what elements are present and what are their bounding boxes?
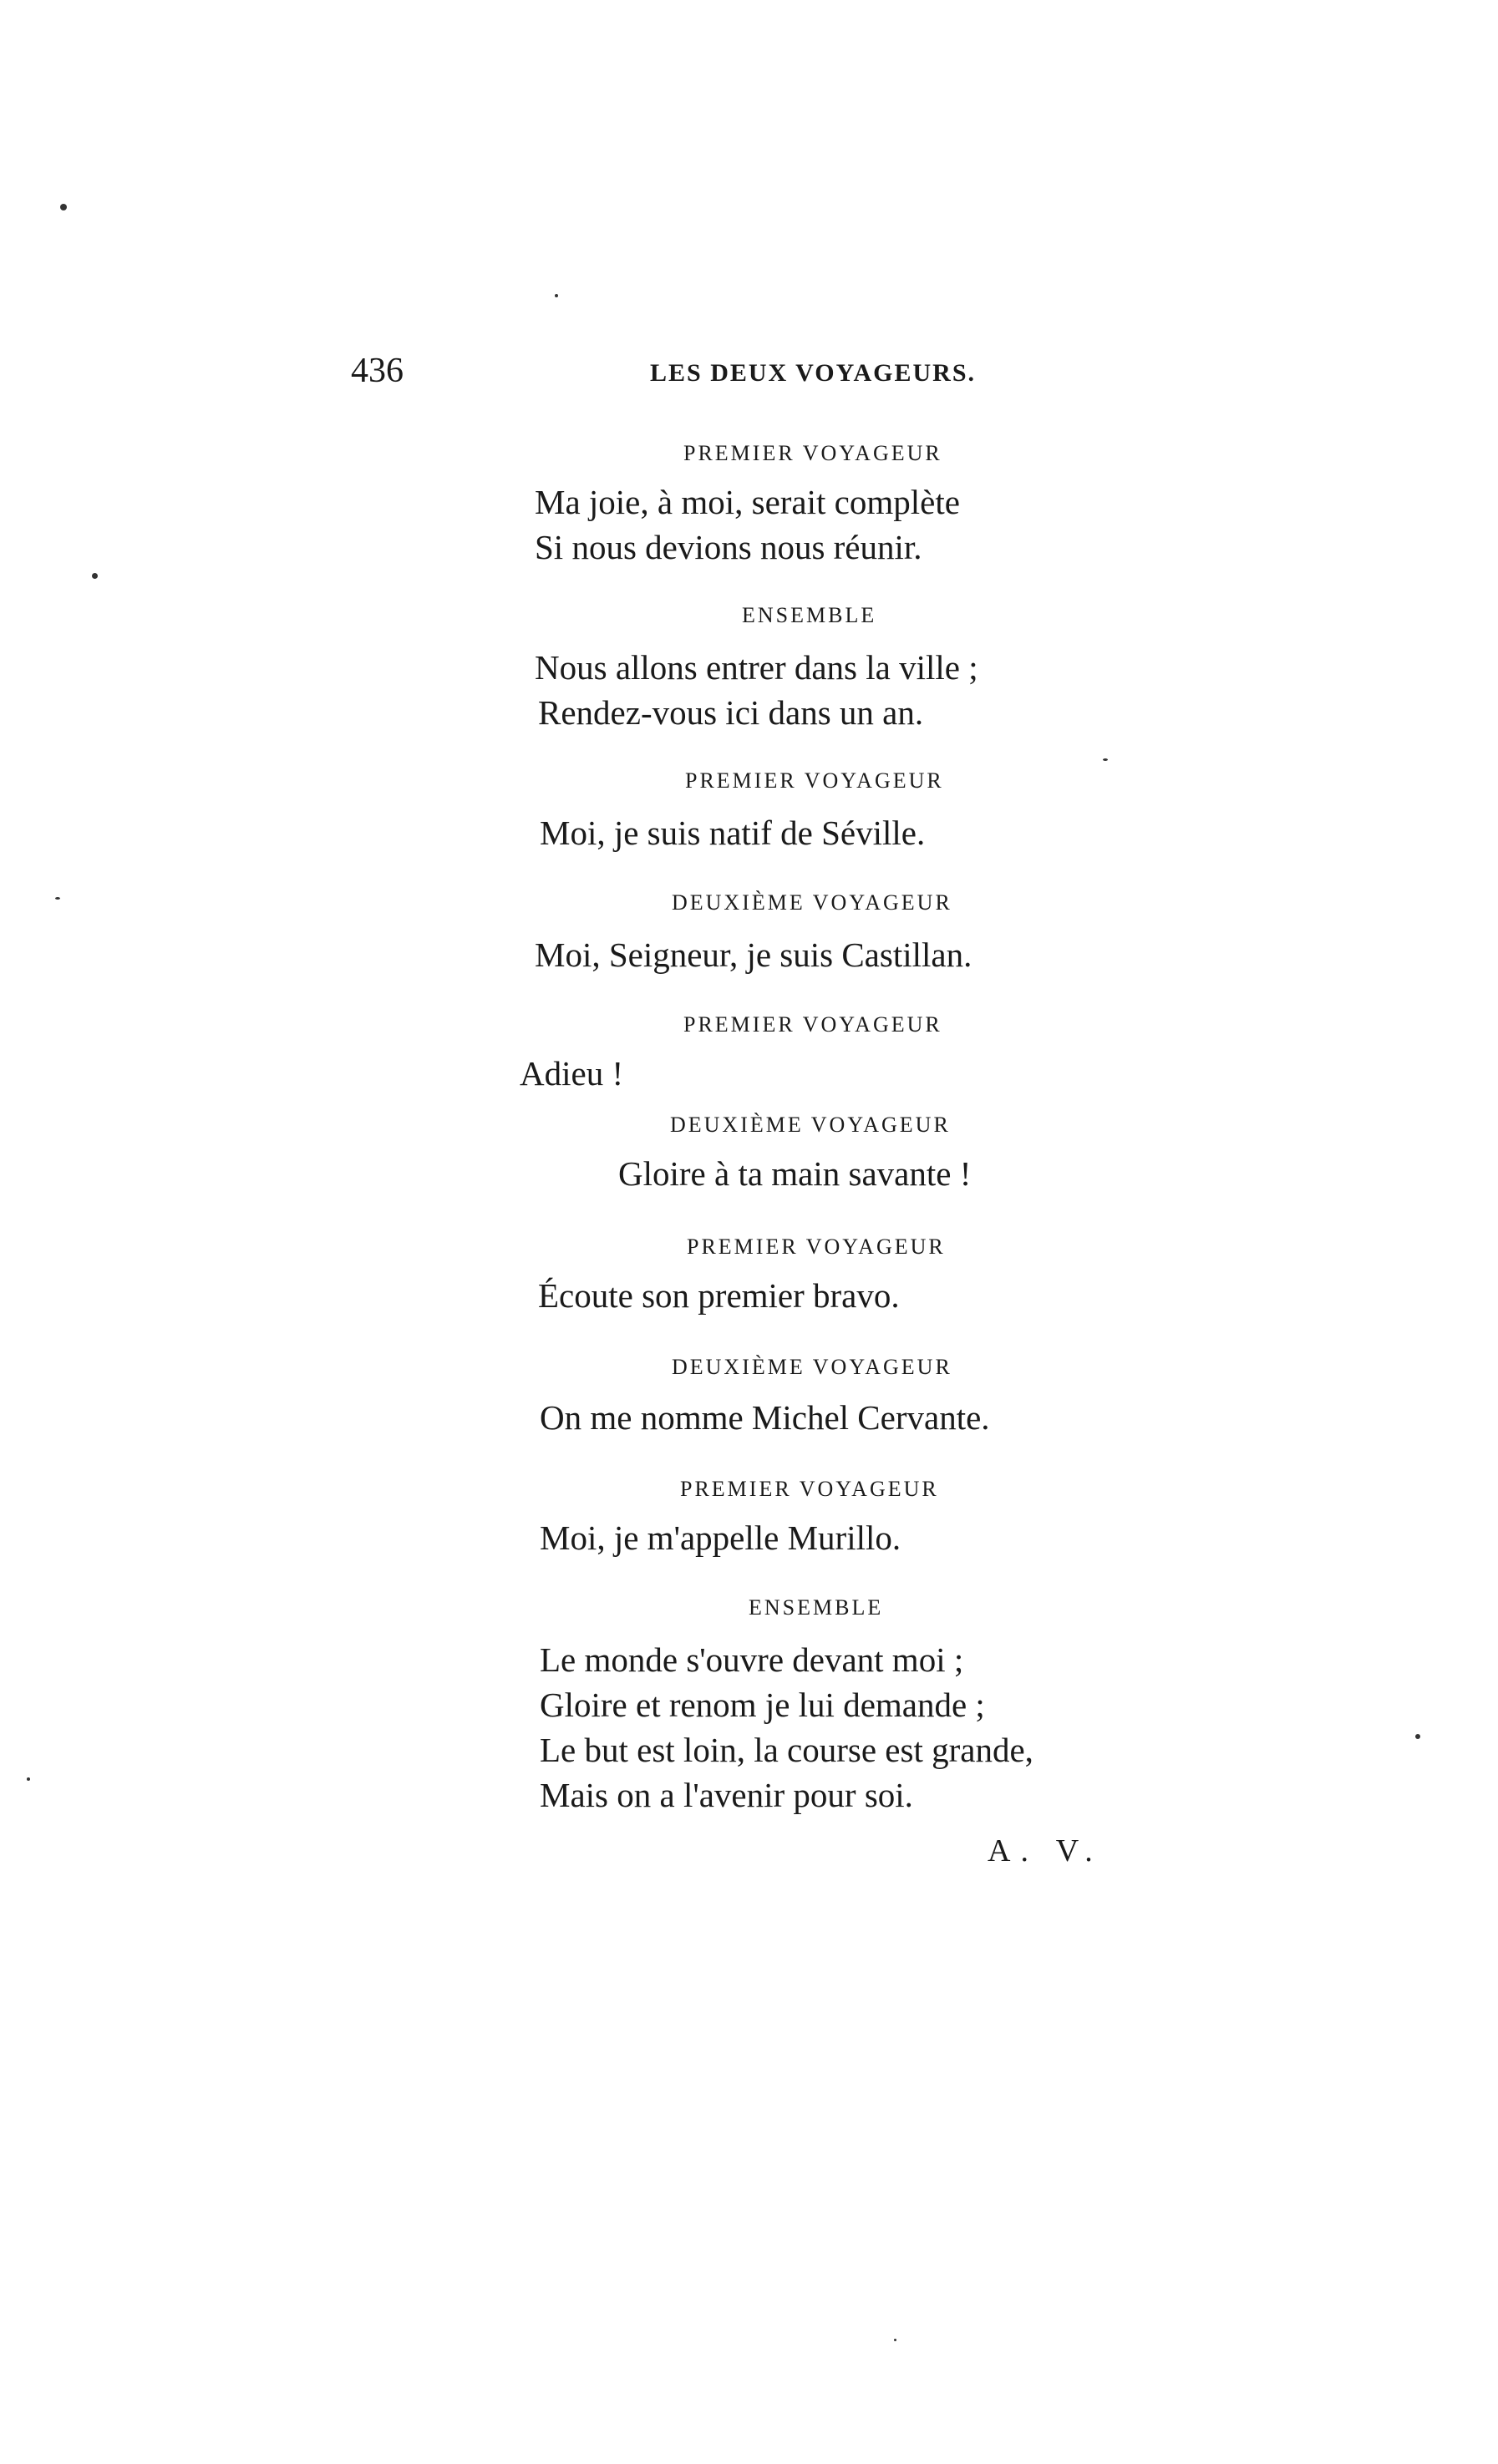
verse-line: Le but est loin, la course est grande, — [540, 1731, 1033, 1769]
verse-line: Écoute son premier bravo. — [538, 1276, 900, 1315]
speaker-label: PREMIER VOYAGEUR — [685, 768, 944, 793]
scan-speck — [555, 294, 558, 297]
speaker-label: PREMIER VOYAGEUR — [683, 441, 942, 465]
speaker-label: DEUXIÈME VOYAGEUR — [672, 1355, 952, 1379]
verse-line: Nous allons entrer dans la ville ; — [535, 648, 978, 687]
verse-line: Si nous devions nous réunir. — [535, 528, 922, 566]
speaker-label: ENSEMBLE — [749, 1595, 884, 1620]
verse-line: On me nomme Michel Cervante. — [540, 1398, 990, 1437]
speaker-label: ENSEMBLE — [742, 603, 877, 627]
verse-line: Moi, je suis natif de Séville. — [540, 814, 926, 852]
scan-speck — [894, 2339, 896, 2341]
verse-line: Adieu ! — [520, 1054, 624, 1093]
verse-line: Le monde s'ouvre devant moi ; — [540, 1640, 964, 1679]
signature: A. V. — [988, 1833, 1103, 1868]
verse-line: Ma joie, à moi, serait complète — [535, 483, 960, 521]
verse-line: Rendez-vous ici dans un an. — [538, 693, 924, 732]
speaker-label: PREMIER VOYAGEUR — [680, 1477, 939, 1501]
verse-line: Gloire à ta main savante ! — [618, 1154, 972, 1193]
page-number: 436 — [351, 352, 404, 390]
scan-speck — [55, 897, 60, 900]
speaker-label: PREMIER VOYAGEUR — [687, 1235, 946, 1259]
scan-speck — [1103, 758, 1108, 761]
verse-line: Moi, je m'appelle Murillo. — [540, 1518, 901, 1557]
scan-speck — [60, 204, 67, 210]
scan-speck — [1415, 1734, 1420, 1739]
speaker-label: PREMIER VOYAGEUR — [683, 1012, 942, 1037]
verse-line: Gloire et renom je lui demande ; — [540, 1686, 985, 1724]
verse-line: Moi, Seigneur, je suis Castillan. — [535, 935, 972, 974]
running-head: LES DEUX VOYAGEURS. — [650, 359, 977, 387]
scan-speck — [92, 573, 98, 579]
verse-line: Mais on a l'avenir pour soi. — [540, 1776, 913, 1814]
speaker-label: DEUXIÈME VOYAGEUR — [670, 1113, 951, 1137]
speaker-label: DEUXIÈME VOYAGEUR — [672, 890, 952, 915]
scan-speck — [27, 1777, 30, 1781]
